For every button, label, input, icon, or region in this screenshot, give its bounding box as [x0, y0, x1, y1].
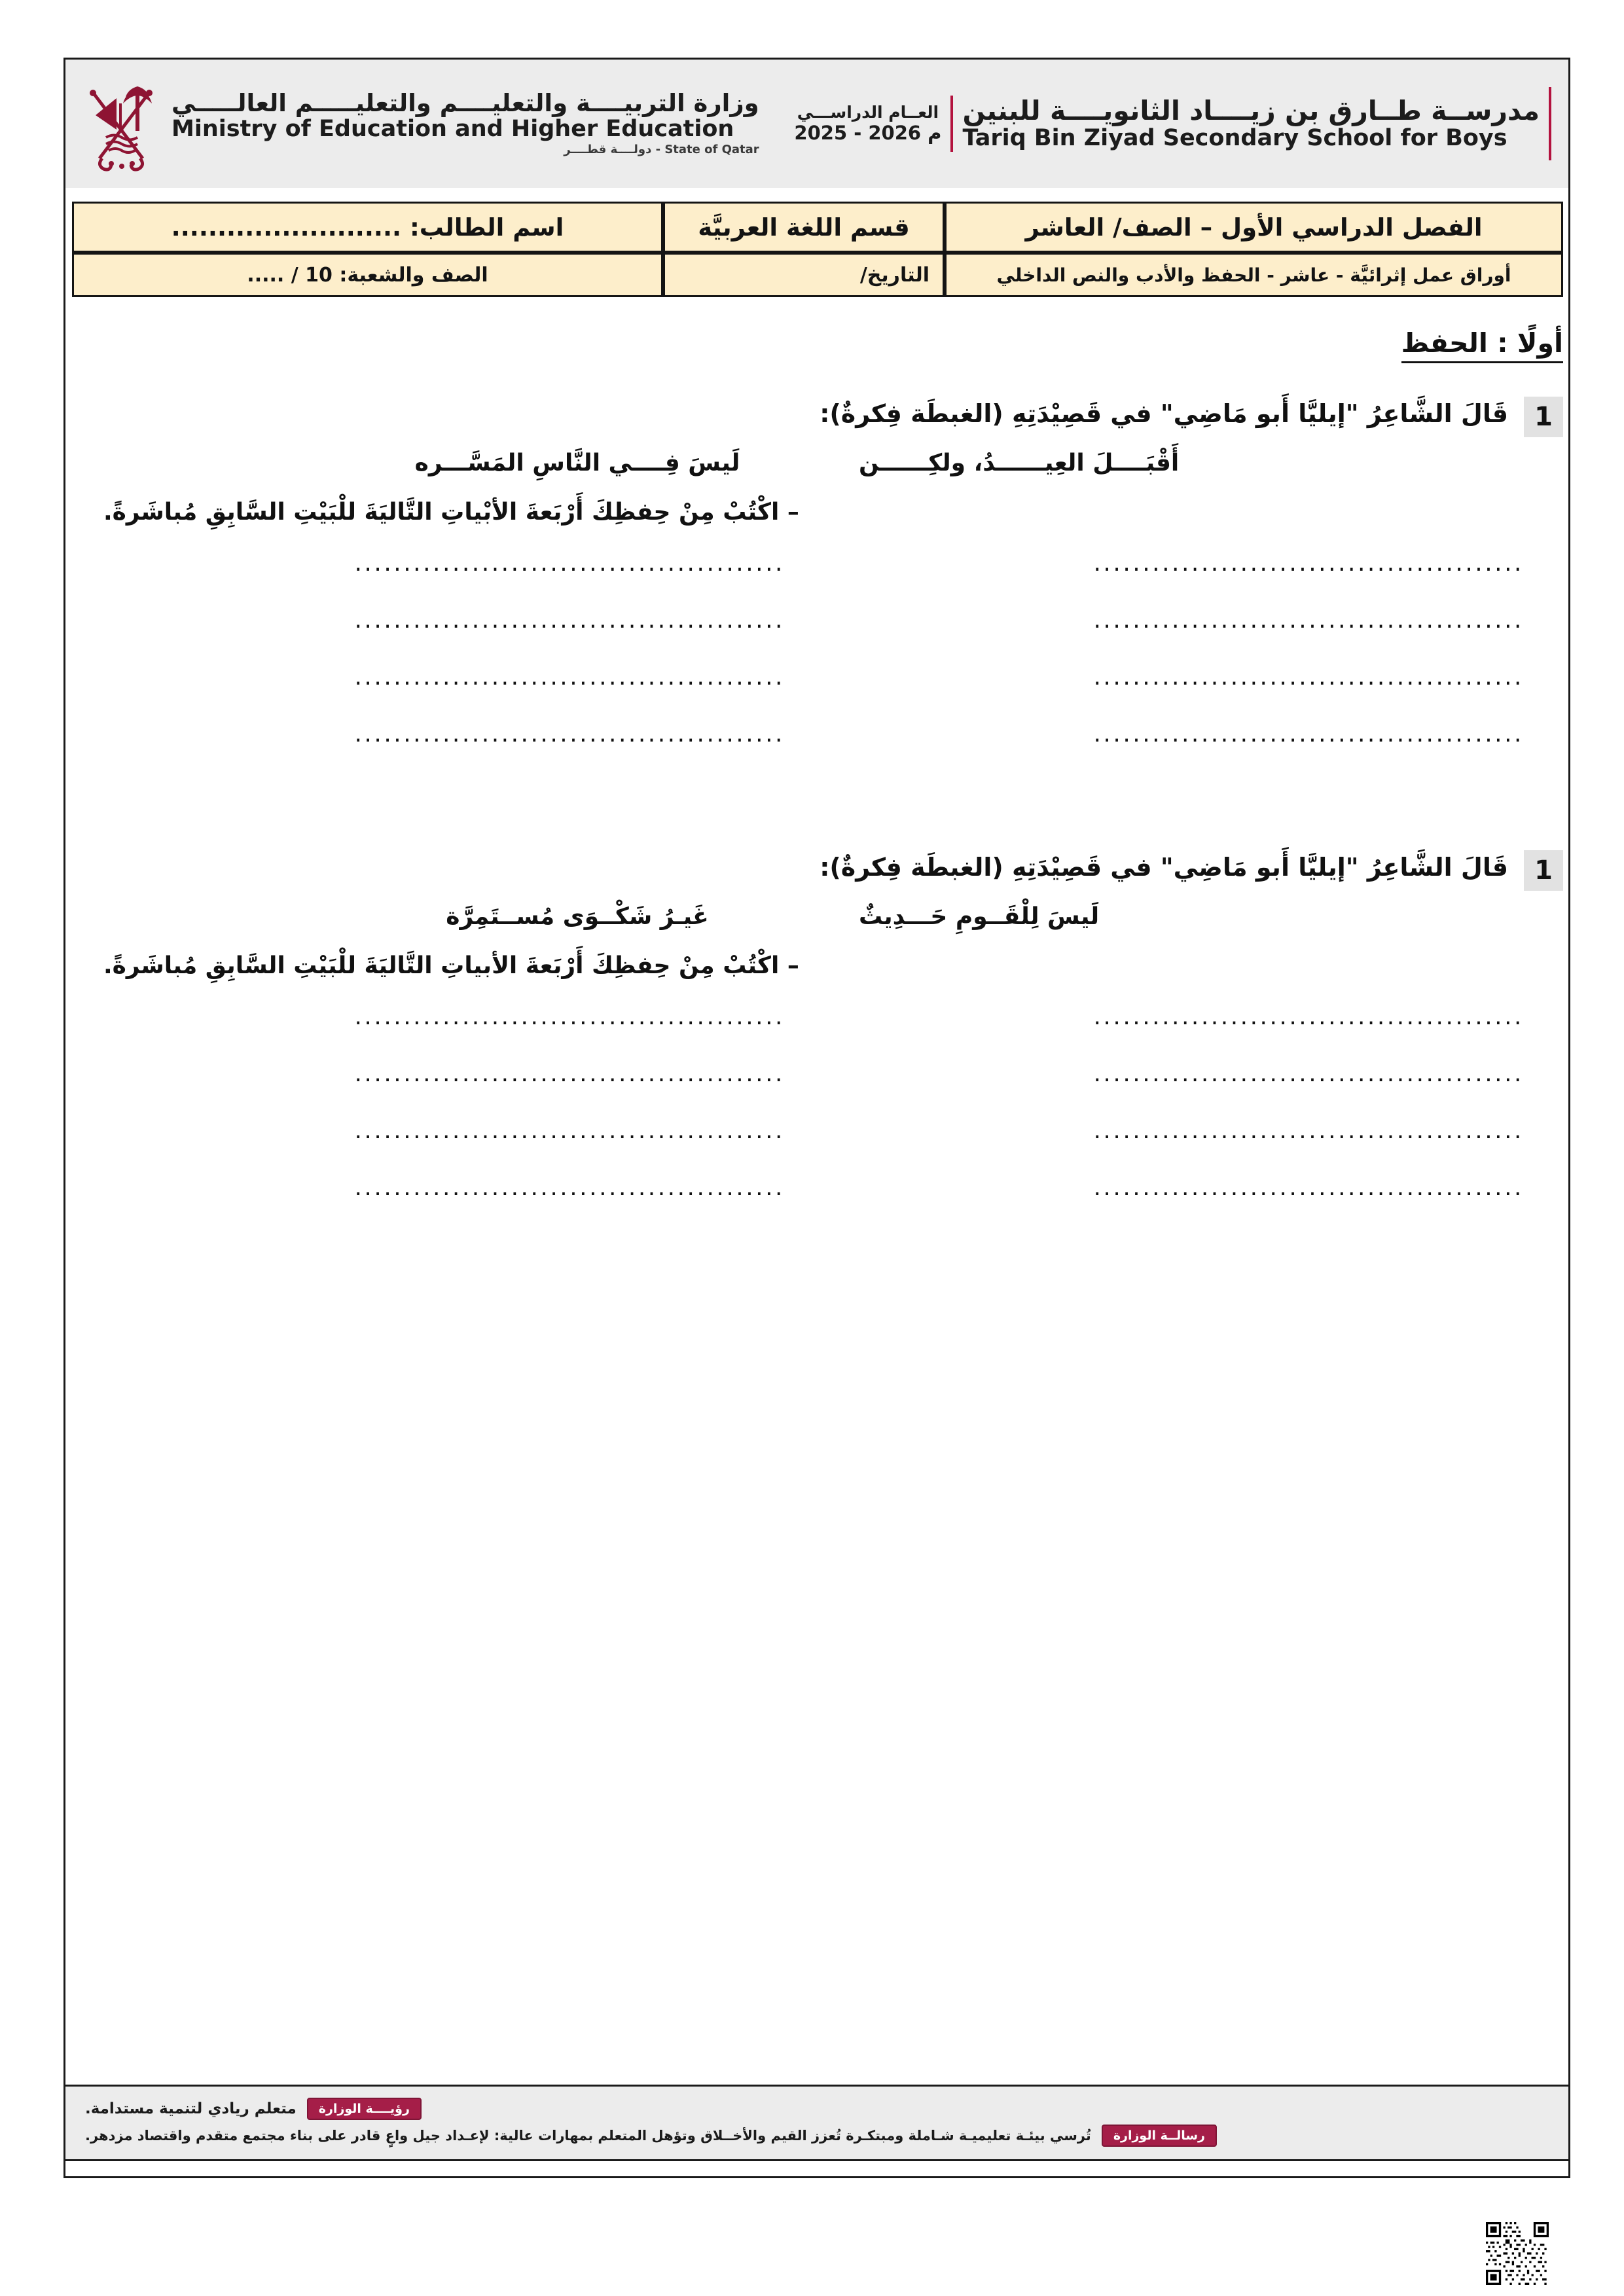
academic-year-label: العــام الدراســـي	[797, 102, 939, 122]
vision-badge: رؤيــــة الوزارة	[307, 2098, 422, 2120]
worksheet-body	[72, 327, 1563, 1234]
answer-blank[interactable]: ............................................	[1093, 1121, 1524, 1144]
answer-blank[interactable]: ............................................	[1093, 667, 1524, 691]
question-prompt: قَالَ الشَّاعِرُ "إيليَّا أَبو مَاضِي" في قَصِيْدَتِهِ (الغبطَة فِكرةٌ):	[820, 853, 1508, 882]
page-border-left	[63, 58, 65, 2178]
answer-line-row[interactable]	[98, 724, 1524, 751]
answer-blank[interactable]: ............................................	[354, 724, 785, 747]
verse-hemistich-first: لَيسَ لِلْقَــومِ حَـــدِيثٌ	[859, 903, 1100, 930]
question-spacer	[72, 781, 1563, 849]
answer-blank[interactable]: ............................................	[354, 1121, 785, 1144]
mission-statement: تُرسي بيئـة تعليميـة شـاملة ومبتكـرة تُعزز القيم والأخــلاق وتؤهل المتعلم بمهارات عالية: لإعـداد جيل واعٍ قادر على بناء مجتمع متقدم واقتصاد مزدهر.	[85, 2128, 1091, 2144]
school-logo-block	[794, 87, 1551, 160]
cell-worksheet-title: أوراق عمل إثرائيَّة - عاشر - الحفظ والأدب والنص الداخلي	[945, 253, 1563, 297]
answer-line-row[interactable]	[98, 1177, 1524, 1205]
question-instruction: – اكْتُبْ مِنْ حِفظِكَ أَرْبَعةَ الأبياتِ التَّاليَةَ للْبَيْتِ السَّابِقِ مُباشَرةً.	[103, 952, 799, 979]
cell-department: قسم اللغة العربيَّة	[663, 202, 945, 253]
question-block-2	[72, 849, 1563, 1205]
info-table-row-1	[72, 202, 1563, 253]
school-divider-bar-outer	[1549, 87, 1551, 160]
verse-line	[72, 903, 1508, 930]
ministry-logo-block	[82, 75, 759, 173]
answer-area-1[interactable]	[72, 553, 1563, 751]
page-footer	[65, 2085, 1568, 2161]
info-table-row-2	[72, 253, 1563, 297]
cell-class-section[interactable]: الصف والشعبة: 10 / .....	[72, 253, 663, 297]
answer-line-row[interactable]	[98, 1007, 1524, 1034]
answer-blank[interactable]: ............................................	[354, 667, 785, 691]
question-instruction: – اكْتُبْ مِنْ حِفظِكَ أَرْبَعةَ الأبْياتِ التَّاليَةَ للْبَيْتِ السَّابِقِ مُباشَرةً.	[103, 499, 799, 526]
school-divider-bar-inner	[950, 96, 953, 152]
page-border-right	[1568, 58, 1570, 2178]
ministry-name-english: Ministry of Education and Higher Education	[171, 116, 734, 143]
page-border-bottom	[63, 2176, 1570, 2178]
answer-blank[interactable]: ............................................	[354, 1177, 785, 1201]
footer-vision-row	[85, 2098, 1549, 2120]
footer-mission-row	[85, 2125, 1549, 2147]
cell-term-and-grade: الفصل الدراسي الأول – الصف/ العاشر	[945, 202, 1563, 253]
answer-area-2[interactable]	[72, 1007, 1563, 1205]
vision-statement: متعلم ريادي لتنمية مستدامة.	[85, 2100, 297, 2117]
cell-date-label[interactable]: التاريخ/	[663, 253, 945, 297]
student-name-blank[interactable]: .........................	[171, 213, 402, 242]
academic-year-value: 2025 - 2026 م	[794, 122, 942, 145]
academic-year-block	[794, 103, 941, 144]
answer-line-row[interactable]	[98, 667, 1524, 694]
ministry-text-block	[171, 91, 759, 156]
ministry-name-arabic: وزارة التربيــــة والتعليــــم والتعليـــــم العالـــــي	[171, 89, 759, 118]
answer-blank[interactable]: ............................................	[1093, 610, 1524, 634]
question-number-badge: 1	[1524, 397, 1563, 437]
answer-line-row[interactable]	[98, 1121, 1524, 1148]
qatar-emblem-icon	[82, 75, 160, 173]
section-heading-text: أولًا : الحفظ	[1401, 327, 1563, 363]
answer-line-row[interactable]	[98, 553, 1524, 581]
answer-blank[interactable]: ............................................	[1093, 1007, 1524, 1030]
question-prompt: قَالَ الشَّاعِرُ "إيليَّا أَبو مَاضِي" في قَصِيْدَتِهِ (الغبطَة فِكرةٌ):	[820, 399, 1508, 428]
mission-badge: رسالــة الوزارة	[1102, 2125, 1217, 2147]
school-name-block	[962, 94, 1540, 152]
verse-line	[72, 450, 1508, 476]
answer-blank[interactable]: ............................................	[354, 1007, 785, 1030]
answer-blank[interactable]: ............................................	[1093, 1064, 1524, 1087]
cell-student-name[interactable]	[72, 202, 663, 253]
answer-blank[interactable]: ............................................	[1093, 1177, 1524, 1201]
page-header	[65, 60, 1568, 188]
qr-code-icon	[1486, 2222, 1549, 2285]
question-block-1	[72, 395, 1563, 751]
verse-hemistich-second: غَيـرُ شَكْــوَى مُســتَمِرَّة	[446, 903, 709, 930]
section-heading-memorization	[72, 327, 1563, 359]
answer-blank[interactable]: ............................................	[354, 1064, 785, 1087]
answer-blank[interactable]: ............................................	[1093, 724, 1524, 747]
answer-blank[interactable]: ............................................	[1093, 553, 1524, 577]
ministry-state-line: دولــــة قطــــر - State of Qatar	[564, 142, 759, 156]
worksheet-info-table	[72, 202, 1563, 297]
answer-blank[interactable]: ............................................	[354, 553, 785, 577]
verse-hemistich-second: لَيسَ فِــــي النَّاسِ المَسَّـــره	[414, 450, 740, 476]
answer-line-row[interactable]	[98, 1064, 1524, 1091]
answer-line-row[interactable]	[98, 610, 1524, 637]
verse-hemistich-first: أَقْبَــــلَ العِيــــــدُ، ولكِــــــن	[859, 450, 1180, 476]
question-number-badge: 1	[1524, 850, 1563, 891]
school-name-english: Tariq Bin Ziyad Secondary School for Boys	[962, 125, 1507, 152]
school-name-arabic: مدرســة طــارق بن زيــــاد الثانويــــة للبنين	[962, 94, 1540, 126]
student-name-label: اسم الطالب:	[409, 213, 564, 242]
answer-blank[interactable]: ............................................	[354, 610, 785, 634]
